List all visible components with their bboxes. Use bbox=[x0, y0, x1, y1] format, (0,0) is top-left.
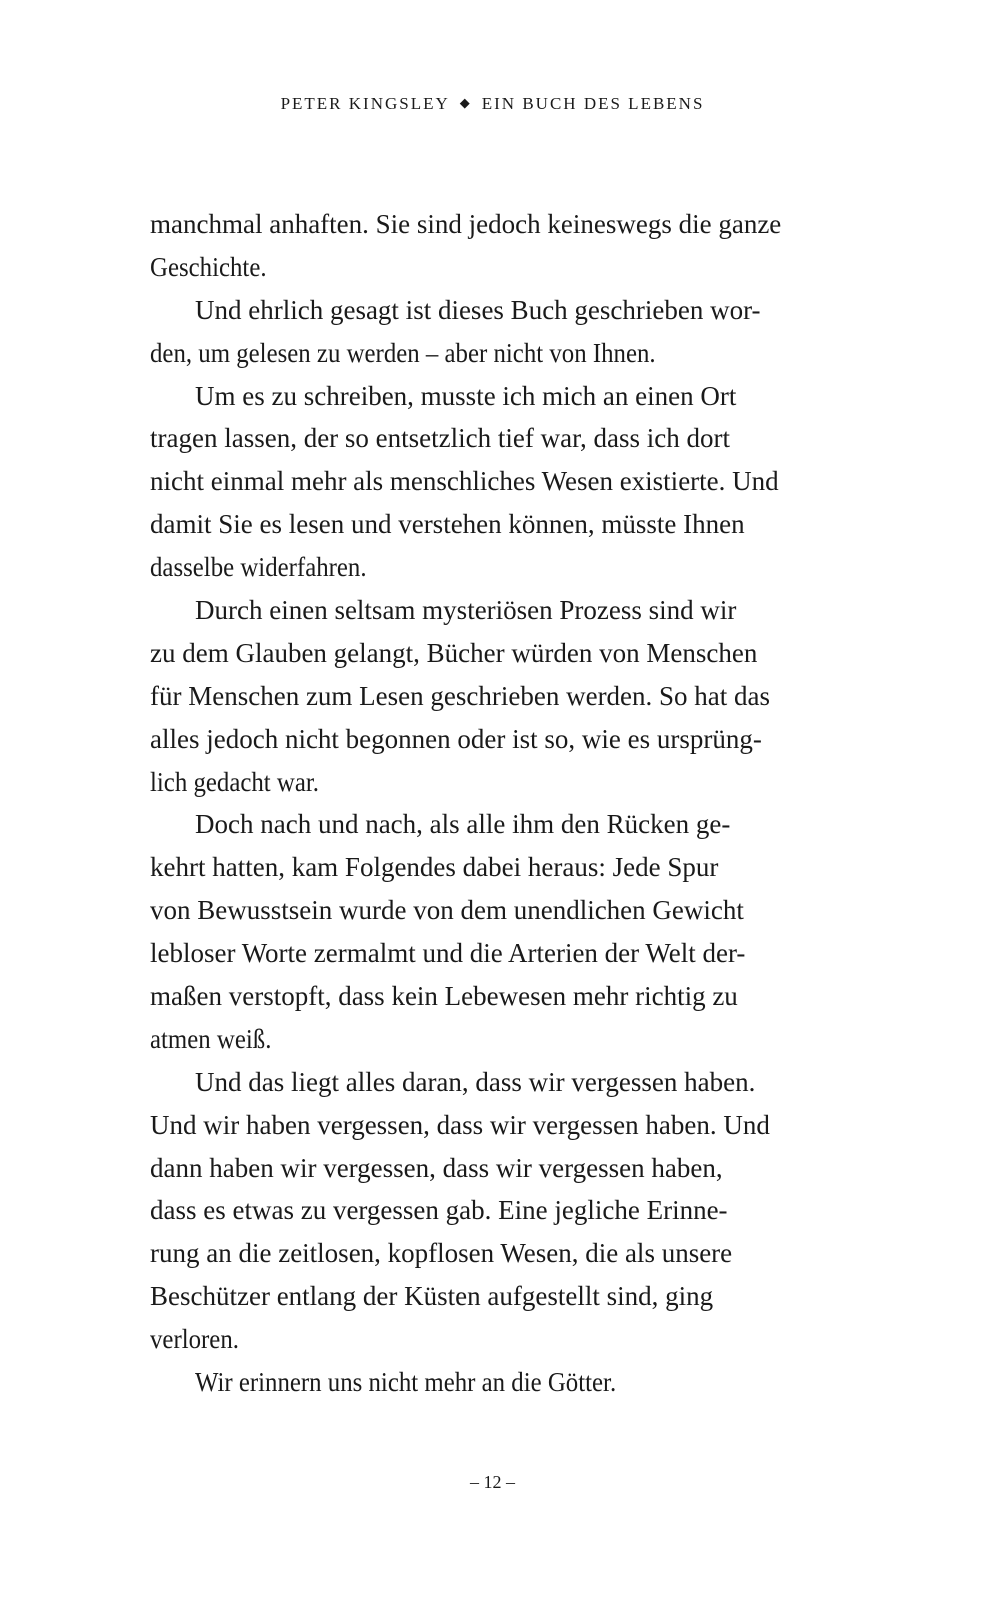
text-line: Und ehrlich gesagt ist dieses Buch geschrieben wor- bbox=[195, 294, 761, 325]
text-line: atmen weiß. bbox=[150, 1023, 272, 1054]
text-line: verloren. bbox=[150, 1324, 239, 1355]
text-line: Um es zu schreiben, musste ich mich an einen Ort bbox=[195, 380, 737, 411]
body-text bbox=[150, 203, 842, 1404]
header-book-title: EIN BUCH DES LEBENS bbox=[481, 94, 705, 113]
text-line: von Bewusstsein wurde von dem unendlichen Gewicht bbox=[150, 895, 744, 926]
text-line: Und das liegt alles daran, dass wir vergessen haben. bbox=[195, 1066, 756, 1097]
text-line: zu dem Glauben gelangt, Bücher würden von Menschen bbox=[150, 637, 758, 668]
text-line: dann haben wir vergessen, dass wir vergessen haben, bbox=[150, 1152, 723, 1183]
text-line: für Menschen zum Lesen geschrieben werden. So hat das bbox=[150, 680, 771, 711]
header-author: PETER KINGSLEY bbox=[280, 94, 450, 113]
text-line: tragen lassen, der so entsetzlich tief war, dass ich dort bbox=[150, 423, 730, 454]
text-line: damit Sie es lesen und verstehen können, müsste Ihnen bbox=[150, 509, 745, 540]
text-line: alles jedoch nicht begonnen oder ist so, wie es ursprüng- bbox=[150, 723, 762, 754]
text-line: dass es etwas zu vergessen gab. Eine jegliche Erinne- bbox=[150, 1195, 728, 1226]
text-line: den, um gelesen zu werden – aber nicht von Ihnen. bbox=[150, 337, 656, 368]
text-line: Wir erinnern uns nicht mehr an die Götter. bbox=[195, 1367, 617, 1398]
text-line: manchmal anhaften. Sie sind jedoch keineswegs die ganze bbox=[150, 209, 782, 239]
text-line: dasselbe widerfahren. bbox=[150, 552, 367, 583]
page-number: – 12 – bbox=[470, 1472, 515, 1492]
text-line: nicht einmal mehr als menschliches Wesen existierte. Und bbox=[150, 466, 779, 497]
text-line: Geschichte. bbox=[150, 251, 267, 282]
text-line: Durch einen seltsam mysteriösen Prozess sind wir bbox=[195, 595, 737, 626]
diamond-separator-icon: ◆ bbox=[459, 95, 472, 110]
text-line: rung an die zeitlosen, kopflosen Wesen, die als unsere bbox=[150, 1238, 733, 1269]
text-line: lebloser Worte zermalmt und die Arterien der Welt der- bbox=[150, 938, 746, 969]
running-header bbox=[0, 94, 985, 114]
text-line: kehrt hatten, kam Folgendes dabei heraus: Jede Spur bbox=[150, 852, 719, 883]
text-line: lich gedacht war. bbox=[150, 766, 319, 797]
text-line: maßen verstopft, dass kein Lebewesen mehr richtig zu bbox=[150, 981, 738, 1012]
text-line: Und wir haben vergessen, dass wir vergessen haben. Und bbox=[150, 1109, 770, 1140]
text-line: Beschützer entlang der Küsten aufgestellt sind, ging bbox=[150, 1281, 714, 1312]
text-line: Doch nach und nach, als alle ihm den Rücken ge- bbox=[195, 809, 731, 840]
